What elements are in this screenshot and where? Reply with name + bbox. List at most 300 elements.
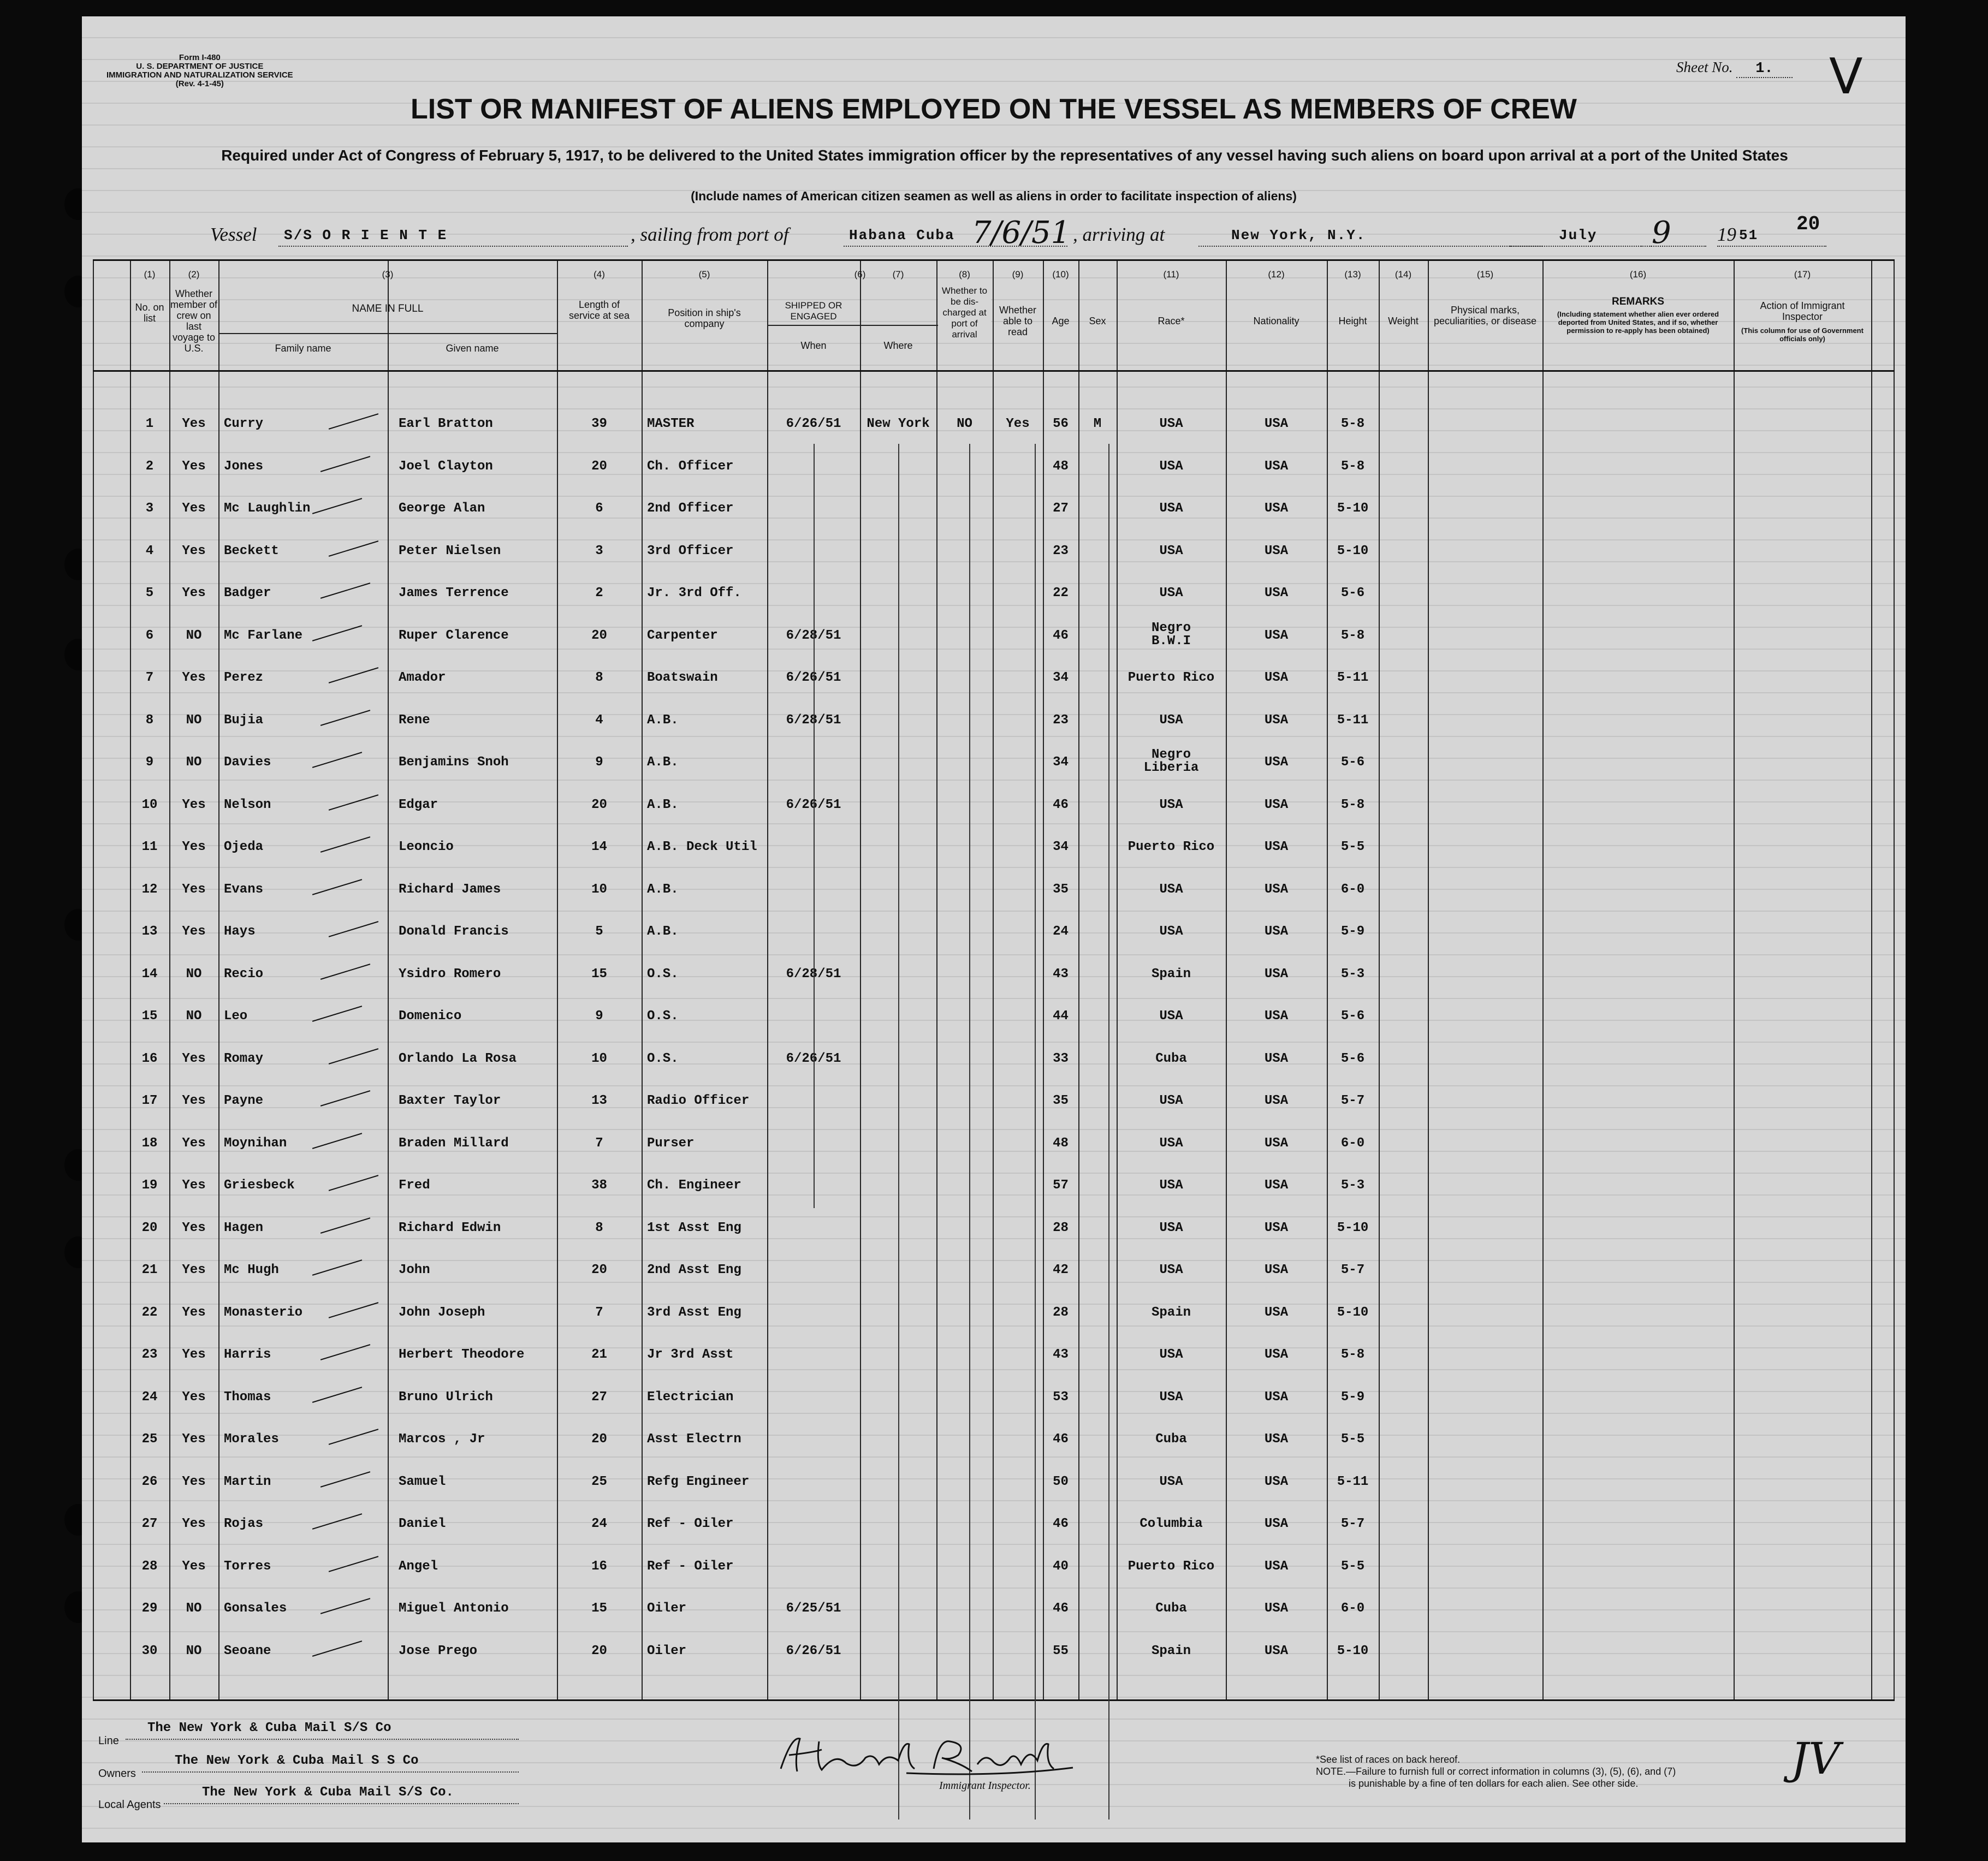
cell-position: 3rd Asst Eng	[647, 1305, 741, 1320]
include-instruction: (Include names of American citizen seamen as well as aliens in order to facilitate inspection of aliens)	[691, 189, 1297, 203]
cell-race: Puerto Rico	[1127, 840, 1215, 854]
cell-row-number: 23	[141, 1347, 158, 1362]
cell-last-voyage: Yes	[182, 1559, 206, 1574]
cell-age: 55	[1053, 1643, 1069, 1658]
cell-family-name: Perez	[224, 670, 264, 685]
cell-nationality: USA	[1264, 797, 1289, 812]
cell-last-voyage: Yes	[182, 1220, 206, 1235]
col-remarks-note: (Including statement whether alien ever ordered deported from United States, and if so, whether permission to re-apply has been obtained)	[1557, 310, 1719, 335]
cell-length-of-service: 20	[591, 459, 607, 474]
cell-family-name: Payne	[224, 1093, 264, 1108]
cell-age: 34	[1053, 755, 1069, 770]
cell-nationality: USA	[1264, 755, 1289, 770]
cell-family-name: Ojeda	[224, 840, 264, 854]
cell-height: 5-9	[1340, 924, 1365, 939]
cell-race: Spain	[1151, 966, 1191, 982]
cell-row-number: 29	[141, 1601, 158, 1616]
cell-nationality: USA	[1264, 459, 1289, 474]
vessel-line	[210, 215, 1848, 251]
cell-position: 1st Asst Eng	[647, 1220, 741, 1235]
cell-age: 43	[1053, 1347, 1069, 1362]
col-action-header: Action of Immigrant Inspector	[1760, 300, 1845, 322]
cell-age: 53	[1053, 1389, 1069, 1405]
form-identifier	[106, 53, 293, 88]
cell-family-name: Romay	[224, 1051, 264, 1066]
cell-given-name: Daniel	[399, 1517, 446, 1531]
cell-height: 5-7	[1340, 1263, 1365, 1277]
penalty-note-continued: is punishable by a fine of ten dollars for each alien. See other side.	[1349, 1778, 1639, 1789]
col-remarks-header: REMARKS	[1611, 296, 1665, 307]
cell-given-name: Rene	[399, 712, 430, 728]
col-race-header: Race*	[1158, 316, 1185, 326]
race-footnote: *See list of races on back hereof.	[1316, 1754, 1461, 1765]
cell-height: 5-6	[1340, 755, 1365, 770]
col-13-number: (13)	[1344, 269, 1361, 280]
col-8-number: (8)	[959, 269, 970, 280]
cell-nationality: USA	[1264, 712, 1289, 728]
manifest-footer	[82, 1703, 1906, 1840]
cell-given-name: Braden Millard	[399, 1135, 509, 1151]
cell-height: 5-5	[1340, 1432, 1365, 1447]
cell-race: Cuba	[1155, 1601, 1187, 1616]
cell-given-name: Richard Edwin	[399, 1220, 501, 1235]
cell-race: USA	[1159, 1135, 1183, 1151]
departure-port: Habana Cuba	[849, 227, 955, 243]
col-position-header: Position in ship's company	[668, 307, 741, 329]
cell-shipped-when: 6/26/51	[786, 1051, 841, 1066]
cell-nationality: USA	[1264, 586, 1289, 600]
cell-last-voyage: Yes	[182, 1178, 206, 1193]
cell-family-name: Nelson	[224, 797, 271, 812]
cell-nationality: USA	[1264, 1643, 1289, 1658]
cell-row-number: 13	[141, 924, 158, 939]
cell-family-name: Davies	[224, 755, 271, 770]
cell-age: 27	[1053, 501, 1069, 516]
race-line-2: Liberia	[1143, 760, 1199, 775]
cell-length-of-service: 5	[595, 924, 603, 939]
cell-last-voyage: Yes	[182, 501, 206, 516]
cell-race: Cuba	[1155, 1432, 1187, 1447]
line-label: Line	[98, 1735, 119, 1747]
col-1-number: (1)	[144, 269, 156, 280]
cell-family-name: Hays	[224, 924, 256, 939]
cell-family-name: Jones	[224, 459, 264, 474]
cell-given-name: Samuel	[399, 1474, 446, 1489]
cell-length-of-service: 8	[595, 1220, 603, 1235]
cell-family-name: Mc Farlane	[224, 628, 303, 643]
col-14-number: (14)	[1394, 269, 1412, 280]
cell-race: USA	[1159, 712, 1183, 728]
vessel-label: Vessel	[210, 224, 257, 245]
race-line-1: Negro	[1151, 747, 1191, 762]
cell-nationality: USA	[1264, 1474, 1289, 1489]
cell-nationality: USA	[1264, 840, 1289, 854]
legal-requirement-text: Required under Act of Congress of February 5, 1917, to be delivered to the United States immigration officer by the representatives of any vessel having such aliens on board upon arrival at a port of the United States	[221, 147, 1788, 164]
cell-family-name: Morales	[224, 1432, 279, 1447]
col-2-number: (2)	[188, 269, 200, 280]
cell-race: Puerto Rico	[1127, 670, 1215, 685]
cell-shipped-when: 6/28/51	[786, 712, 841, 728]
cell-row-number: 11	[141, 840, 158, 854]
cell-position: 2nd Officer	[647, 501, 734, 516]
cell-row-number: 14	[141, 966, 158, 982]
cell-last-voyage: Yes	[182, 797, 206, 812]
cell-nationality: USA	[1264, 1051, 1289, 1066]
cell-height: 5-11	[1337, 712, 1369, 728]
cell-race: USA	[1159, 1389, 1183, 1405]
cell-last-voyage: Yes	[182, 1093, 206, 1108]
cell-position: Electrician	[647, 1389, 734, 1405]
cell-position: MASTER	[647, 417, 695, 431]
cell-given-name: Richard James	[399, 882, 501, 897]
cell-race: Spain	[1151, 1643, 1191, 1658]
cell-given-name: Amador	[399, 670, 446, 685]
cell-length-of-service: 14	[591, 840, 607, 854]
local-agents-value: The New York & Cuba Mail S/S Co.	[202, 1785, 454, 1800]
owners-value: The New York & Cuba Mail S S Co	[175, 1753, 419, 1768]
cell-given-name: Fred	[399, 1178, 430, 1193]
cell-row-number: 18	[141, 1135, 158, 1151]
line-value: The New York & Cuba Mail S/S Co	[147, 1721, 391, 1735]
cell-race: USA	[1159, 543, 1183, 558]
penalty-note: NOTE.—Failure to furnish full or correct information in columns (3), (5), (6), and (7)	[1316, 1766, 1676, 1777]
cell-given-name: Herbert Theodore	[399, 1347, 525, 1362]
cell-family-name: Hagen	[224, 1220, 264, 1235]
cell-height: 6-0	[1340, 882, 1365, 897]
cell-height: 5-8	[1340, 459, 1365, 474]
sheet-number	[1676, 59, 1793, 77]
cell-position: Ref - Oiler	[647, 1559, 734, 1574]
arrival-year-suffix: 51	[1739, 227, 1759, 243]
cell-length-of-service: 15	[591, 966, 607, 982]
inspector-signature	[770, 1731, 1076, 1780]
cell-shipped-when: 6/26/51	[786, 797, 841, 812]
cell-height: 6-0	[1340, 1135, 1365, 1151]
cell-nationality: USA	[1264, 1263, 1289, 1277]
cell-row-number: 12	[141, 882, 158, 897]
col-10-number: (10)	[1052, 269, 1069, 280]
cell-given-name: Ysidro Romero	[399, 966, 501, 982]
cell-row-number: 25	[141, 1432, 158, 1447]
cell-position: A.B.	[647, 712, 679, 728]
form-number: Form I-480	[179, 53, 221, 62]
cell-nationality: USA	[1264, 966, 1289, 982]
cell-race: USA	[1159, 1347, 1183, 1362]
cell-age: 46	[1053, 628, 1069, 643]
cell-age: 42	[1053, 1263, 1069, 1277]
cell-age: 34	[1053, 670, 1069, 685]
cell-length-of-service: 10	[591, 1051, 607, 1066]
cell-row-number: 5	[145, 586, 154, 600]
col-action-note: (This column for use of Government officials only)	[1741, 326, 1864, 343]
cell-given-name: John	[399, 1263, 430, 1277]
cell-to-be-discharged: NO	[957, 417, 972, 431]
cell-nationality: USA	[1264, 924, 1289, 939]
cell-nationality: USA	[1264, 1432, 1289, 1447]
cell-age: 28	[1053, 1220, 1069, 1235]
cell-row-number: 9	[145, 755, 154, 770]
cell-row-number: 27	[141, 1517, 158, 1531]
cell-height: 5-8	[1340, 1347, 1365, 1362]
page-title: LIST OR MANIFEST OF ALIENS EMPLOYED ON THE VESSEL AS MEMBERS OF CREW	[411, 93, 1577, 125]
cell-length-of-service: 13	[591, 1093, 607, 1108]
cell-nationality: USA	[1264, 417, 1289, 431]
cell-race: Columbia	[1140, 1517, 1203, 1531]
col-shipped-where-header: Where	[883, 340, 913, 351]
cell-shipped-when: 6/26/51	[786, 417, 841, 431]
col-4-number: (4)	[594, 269, 605, 280]
cell-nationality: USA	[1264, 1347, 1289, 1362]
col-service-header: Length of service at sea	[568, 299, 630, 321]
cell-position: Oiler	[647, 1601, 687, 1616]
cell-last-voyage: Yes	[182, 882, 206, 897]
cell-last-voyage: NO	[186, 755, 202, 770]
cell-last-voyage: Yes	[182, 1305, 206, 1320]
cell-position: Oiler	[647, 1643, 687, 1658]
cell-height: 5-3	[1340, 1178, 1365, 1193]
stamped-page-number: 20	[1796, 213, 1820, 235]
cell-row-number: 30	[141, 1643, 158, 1658]
cell-row-number: 10	[141, 797, 158, 812]
cell-length-of-service: 9	[595, 755, 603, 770]
cell-row-number: 7	[145, 670, 154, 685]
cell-race: USA	[1159, 501, 1183, 516]
cell-last-voyage: NO	[186, 712, 202, 728]
cell-position: Radio Officer	[647, 1093, 750, 1108]
cell-length-of-service: 25	[591, 1474, 607, 1489]
cell-given-name: Edgar	[399, 797, 438, 812]
cell-position: Refg Engineer	[647, 1474, 750, 1489]
owners-label: Owners	[98, 1768, 136, 1780]
inspector-caption: Immigrant Inspector.	[939, 1780, 1031, 1792]
cell-able-to-read: Yes	[1006, 417, 1030, 431]
cell-row-number: 8	[145, 712, 154, 728]
arrival-port: New York, N.Y.	[1231, 227, 1366, 243]
cell-age: 48	[1053, 459, 1069, 474]
cell-height: 5-10	[1337, 543, 1369, 558]
cell-length-of-service: 20	[591, 628, 607, 643]
cell-row-number: 24	[141, 1389, 158, 1405]
col-11-number: (11)	[1163, 269, 1179, 280]
cell-given-name: Domenico	[399, 1009, 462, 1024]
cell-row-number: 19	[141, 1178, 158, 1193]
cell-age: 46	[1053, 797, 1069, 812]
col-15-number: (15)	[1476, 269, 1494, 280]
cell-nationality: USA	[1264, 1305, 1289, 1320]
cell-position: 3rd Officer	[647, 543, 734, 558]
cell-given-name: Donald Francis	[399, 924, 509, 939]
cell-height: 5-7	[1340, 1517, 1365, 1531]
cell-last-voyage: NO	[186, 1601, 202, 1616]
crew-manifest-table	[93, 259, 1895, 1701]
cell-age: 46	[1053, 1432, 1069, 1447]
cell-nationality: USA	[1264, 1093, 1289, 1108]
cell-race: USA	[1159, 882, 1183, 897]
col-17-number: (17)	[1794, 269, 1811, 280]
cell-last-voyage: NO	[186, 1643, 202, 1658]
cell-family-name: Gonsales	[224, 1601, 287, 1616]
cell-height: 5-8	[1340, 797, 1365, 812]
cell-family-name: Rojas	[224, 1517, 264, 1531]
cell-nationality: USA	[1264, 501, 1289, 516]
cell-height: 5-7	[1340, 1093, 1365, 1108]
cell-last-voyage: Yes	[182, 417, 206, 431]
cell-length-of-service: 20	[591, 1432, 607, 1447]
cell-height: 5-8	[1340, 417, 1365, 431]
cell-height: 5-5	[1340, 1559, 1365, 1574]
cell-position: Purser	[647, 1135, 695, 1151]
cell-given-name: James Terrence	[399, 586, 509, 600]
cell-row-number: 22	[141, 1305, 158, 1320]
cell-length-of-service: 10	[591, 882, 607, 897]
cell-race: USA	[1159, 417, 1183, 431]
cell-row-number: 2	[145, 459, 154, 474]
cell-given-name: Angel	[399, 1559, 438, 1574]
col-last-voyage-header: Whether member of crew on last voyage to U.S.	[170, 288, 218, 354]
cell-height: 5-3	[1340, 966, 1365, 982]
cell-length-of-service: 3	[595, 543, 603, 558]
cell-age: 35	[1053, 882, 1069, 897]
cell-given-name: George Alan	[399, 501, 485, 516]
cell-race: USA	[1159, 1263, 1183, 1277]
sheet-number-label: Sheet No.	[1676, 59, 1733, 75]
cell-nationality: USA	[1264, 1601, 1289, 1616]
cell-position: A.B.	[647, 755, 679, 770]
cell-length-of-service: 7	[595, 1135, 603, 1151]
cell-last-voyage: Yes	[182, 1135, 206, 1151]
cell-race: Cuba	[1155, 1051, 1187, 1066]
col-weight-header: Weight	[1388, 316, 1419, 326]
cell-family-name: Mc Laughlin	[224, 501, 311, 516]
cell-age: 48	[1053, 1135, 1069, 1151]
col-given-name-header: Given name	[446, 343, 499, 354]
cell-race: USA	[1159, 797, 1183, 812]
cell-row-number: 6	[145, 628, 154, 643]
cell-height: 6-0	[1340, 1601, 1365, 1616]
cell-last-voyage: Yes	[182, 543, 206, 558]
cell-family-name: Leo	[224, 1009, 248, 1024]
arriving-label: , arriving at	[1073, 224, 1165, 245]
cell-position: A.B.	[647, 797, 679, 812]
cell-height: 5-6	[1340, 586, 1365, 600]
cell-family-name: Monasterio	[224, 1305, 303, 1320]
cell-age: 56	[1053, 417, 1069, 431]
cell-last-voyage: NO	[186, 628, 202, 643]
cell-given-name: Ruper Clarence	[399, 628, 509, 643]
cell-row-number: 17	[141, 1093, 158, 1108]
cell-position: A.B.	[647, 924, 679, 939]
cell-height: 5-5	[1340, 840, 1365, 854]
cell-row-number: 16	[141, 1051, 158, 1066]
col-name-header: NAME IN FULL	[352, 303, 424, 314]
cell-given-name: Joel Clayton	[399, 459, 493, 474]
cell-race: Puerto Rico	[1127, 1559, 1215, 1574]
cell-last-voyage: Yes	[182, 1389, 206, 1405]
cell-row-number: 4	[145, 543, 154, 558]
cell-given-name: Jose Prego	[399, 1643, 478, 1658]
cell-given-name: John Joseph	[399, 1305, 485, 1320]
cell-last-voyage: NO	[186, 966, 202, 982]
col-sex-header: Sex	[1089, 316, 1106, 326]
handwritten-departure-date: 7/6/51	[972, 215, 1071, 251]
arrival-month: July	[1559, 227, 1598, 243]
cell-last-voyage: Yes	[182, 1263, 206, 1277]
col-9-number: (9)	[1012, 269, 1024, 280]
cell-age: 28	[1053, 1305, 1069, 1320]
form-department: U. S. DEPARTMENT OF JUSTICE	[136, 62, 264, 71]
arrival-day: 9	[1652, 215, 1671, 251]
local-agents-label: Local Agents	[98, 1799, 161, 1811]
cell-length-of-service: 20	[591, 1643, 607, 1658]
cell-length-of-service: 2	[595, 586, 603, 600]
col-6-number: (6)	[854, 269, 866, 280]
cell-age: 35	[1053, 1093, 1069, 1108]
cell-position: Boatswain	[647, 670, 718, 685]
cell-race: USA	[1159, 1093, 1183, 1108]
cell-height: 5-10	[1337, 1220, 1369, 1235]
cell-race: USA	[1159, 1009, 1183, 1024]
cell-last-voyage: Yes	[182, 840, 206, 854]
cell-race: USA	[1159, 1474, 1183, 1489]
race-line-2: B.W.I	[1151, 633, 1191, 649]
manifest-sheet	[82, 16, 1906, 1842]
cell-position: Ch. Engineer	[647, 1178, 741, 1193]
cell-height: 5-11	[1337, 1474, 1369, 1489]
cell-position: Ch. Officer	[647, 459, 734, 474]
col-family-name-header: Family name	[275, 343, 331, 354]
cell-given-name: Bruno Ulrich	[399, 1389, 493, 1405]
cell-position: O.S.	[647, 966, 679, 982]
cell-length-of-service: 9	[595, 1009, 603, 1024]
cell-age: 57	[1053, 1178, 1069, 1193]
cell-shipped-when: 6/25/51	[786, 1601, 841, 1616]
cell-length-of-service: 24	[591, 1517, 607, 1531]
cell-last-voyage: Yes	[182, 924, 206, 939]
col-7-number: (7)	[892, 269, 904, 280]
cell-given-name: Miguel Antonio	[399, 1601, 509, 1616]
handwritten-initials: JV	[1791, 1733, 1840, 1784]
cell-row-number: 26	[141, 1474, 158, 1489]
cell-last-voyage: NO	[186, 1009, 202, 1024]
col-nationality-header: Nationality	[1253, 316, 1299, 326]
handwritten-check-mark: V	[1829, 48, 1863, 105]
cell-row-number: 1	[145, 417, 154, 431]
cell-family-name: Seoane	[224, 1643, 271, 1658]
cell-age: 40	[1053, 1559, 1069, 1574]
cell-age: 23	[1053, 543, 1069, 558]
cell-last-voyage: Yes	[182, 1347, 206, 1362]
cell-race	[1117, 748, 1226, 775]
cell-shipped-when: 6/28/51	[786, 966, 841, 982]
cell-race: USA	[1159, 586, 1183, 600]
cell-family-name: Mc Hugh	[224, 1263, 279, 1277]
cell-shipped-when: 6/26/51	[786, 670, 841, 685]
col-16-number: (16)	[1629, 269, 1647, 280]
cell-race: USA	[1159, 1220, 1183, 1235]
cell-nationality: USA	[1264, 1517, 1289, 1531]
cell-family-name: Badger	[224, 586, 271, 600]
cell-position: O.S.	[647, 1009, 679, 1024]
cell-position: Ref - Oiler	[647, 1517, 734, 1531]
col-height-header: Height	[1338, 316, 1367, 326]
cell-family-name: Bujia	[224, 712, 264, 728]
footnotes	[1316, 1753, 1676, 1789]
cell-last-voyage: Yes	[182, 1432, 206, 1447]
cell-row-number: 15	[141, 1009, 158, 1024]
sailing-label: , sailing from port of	[631, 224, 789, 245]
cell-given-name: Marcos , Jr	[399, 1432, 485, 1447]
cell-nationality: USA	[1264, 628, 1289, 643]
